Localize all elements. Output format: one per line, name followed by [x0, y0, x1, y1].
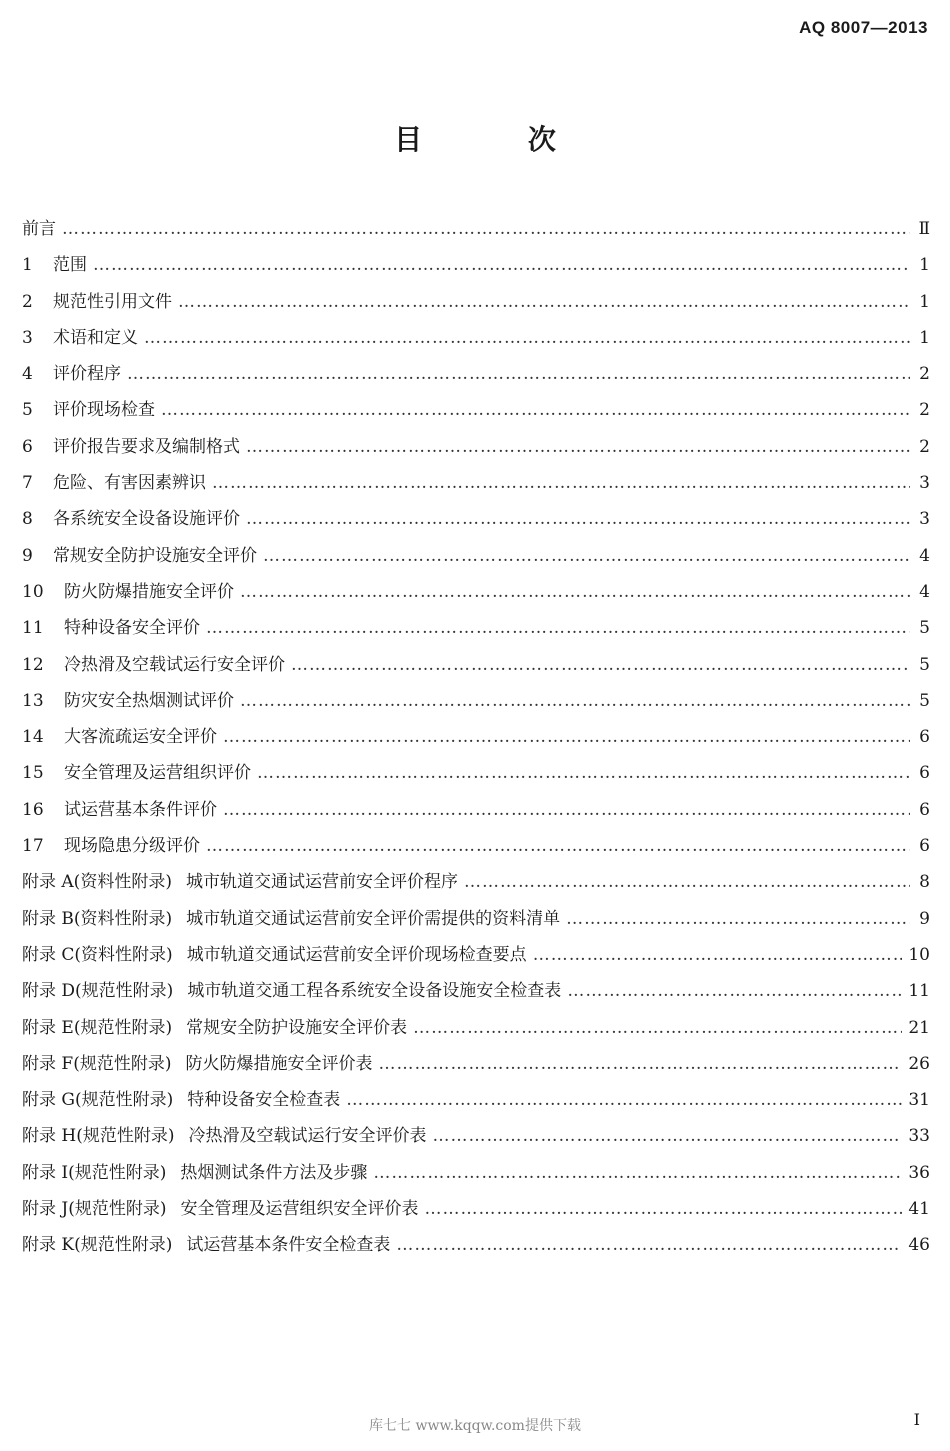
toc-entry[interactable]: [22, 940, 930, 976]
toc-entry[interactable]: [22, 359, 930, 395]
toc-entry-page: Ⅱ: [918, 219, 930, 239]
toc-entry-label: 防火防爆措施安全评价表: [185, 1053, 373, 1074]
toc-entry-number: 1: [22, 255, 33, 276]
toc-entry-number: 附录 B(资料性附录): [22, 908, 173, 929]
toc-entry[interactable]: [22, 976, 930, 1012]
toc-entry-number: 4: [22, 364, 33, 385]
toc-entry-page: 6: [919, 763, 930, 784]
dot-leader: [424, 1199, 902, 1219]
toc-entry-label: 现场隐患分级评价: [64, 836, 200, 857]
dot-leader: [93, 255, 910, 275]
dot-leader: [257, 763, 910, 783]
toc-entry[interactable]: [22, 1158, 930, 1194]
toc-entry-number: 附录 E(规范性附录): [22, 1017, 173, 1038]
dot-leader: [223, 800, 910, 820]
toc-entry[interactable]: [22, 904, 930, 940]
toc-entry-number: 附录 K(规范性附录): [22, 1235, 173, 1256]
toc-entry-page: 8: [919, 872, 930, 893]
dot-leader: [566, 909, 910, 929]
toc-entry[interactable]: [22, 867, 930, 903]
dot-leader: [206, 836, 910, 856]
page-title: 目 次: [394, 123, 604, 156]
toc-entry[interactable]: [22, 686, 930, 722]
toc-entry[interactable]: [22, 214, 930, 250]
toc-entry[interactable]: [22, 650, 930, 686]
toc-entry-number: 附录 H(规范性附录): [22, 1126, 175, 1147]
toc-entry-page: 21: [908, 1017, 930, 1038]
toc-entry-label: 防火防爆措施安全评价: [64, 581, 234, 602]
toc-entry-page: 3: [919, 509, 930, 530]
toc-entry[interactable]: [22, 287, 930, 323]
dot-leader: [378, 1054, 902, 1074]
toc-entry-label: 各系统安全设备设施评价: [53, 509, 240, 530]
toc-entry[interactable]: [22, 250, 930, 286]
toc-entry-number: 3: [22, 327, 33, 348]
toc-entry-page: 5: [919, 618, 930, 639]
table-of-contents: [22, 214, 930, 1267]
toc-entry-number: 15: [22, 763, 44, 784]
dot-leader: [178, 292, 910, 312]
toc-entry-page: 1: [919, 255, 930, 276]
toc-entry-number: 附录 D(规范性附录): [22, 981, 174, 1002]
toc-entry-label: 大客流疏运安全评价: [64, 727, 217, 748]
toc-entry-page: 31: [908, 1090, 930, 1111]
toc-entry-page: 1: [919, 291, 930, 312]
toc-entry-page: 2: [919, 400, 930, 421]
toc-entry-page: 4: [919, 545, 930, 566]
toc-entry-page: 11: [908, 981, 930, 1002]
dot-leader: [533, 945, 903, 965]
toc-entry-page: 1: [919, 327, 930, 348]
toc-entry-number: 10: [22, 581, 44, 602]
toc-entry[interactable]: [22, 323, 930, 359]
page-number: Ⅰ: [913, 1410, 920, 1429]
toc-entry-page: 41: [908, 1199, 930, 1220]
dot-leader: [464, 872, 910, 892]
toc-entry[interactable]: [22, 613, 930, 649]
toc-entry-label: 安全管理及运营组织评价: [64, 763, 251, 784]
toc-entry-page: 2: [919, 436, 930, 457]
toc-entry-page: 6: [919, 799, 930, 820]
toc-entry-number: 12: [22, 654, 44, 675]
toc-entry-label: 防灾安全热烟测试评价: [64, 690, 234, 711]
toc-entry-label: 规范性引用文件: [53, 291, 172, 312]
toc-entry-label: 城市轨道交通试运营前安全评价现场检查要点: [186, 944, 527, 965]
dot-leader: [223, 727, 910, 747]
toc-entry-page: 10: [908, 944, 930, 965]
toc-entry[interactable]: [22, 395, 930, 431]
toc-entry-page: 6: [919, 727, 930, 748]
toc-entry-label: 常规安全防护设施安全评价: [53, 545, 257, 566]
toc-entry-page: 36: [908, 1162, 930, 1183]
dot-leader: [567, 981, 902, 1001]
dot-leader: [161, 400, 910, 420]
toc-entry-page: 5: [919, 654, 930, 675]
dot-leader: [433, 1126, 903, 1146]
toc-entry-label: 评价报告要求及编制格式: [53, 436, 240, 457]
toc-entry-label: 城市轨道交通试运营前安全评价程序: [185, 872, 458, 893]
toc-entry-label: 冷热滑及空载试运行安全评价: [64, 654, 285, 675]
toc-entry-label: 冷热滑及空载试运行安全评价表: [188, 1126, 427, 1147]
toc-entry-label: 试运营基本条件评价: [64, 799, 217, 820]
toc-entry-label: 特种设备安全评价: [64, 618, 200, 639]
toc-entry[interactable]: [22, 577, 930, 613]
toc-entry-number: 附录 J(规范性附录): [22, 1199, 167, 1220]
toc-entry-number: 14: [22, 727, 44, 748]
toc-entry-label: 城市轨道交通试运营前安全评价需提供的资料清单: [186, 908, 561, 929]
toc-entry[interactable]: [22, 758, 930, 794]
toc-entry-label: 范围: [53, 255, 87, 276]
dot-leader: [396, 1235, 902, 1255]
toc-entry-label: 前言: [22, 219, 56, 239]
dot-leader: [246, 437, 910, 457]
toc-entry-label: 评价程序: [53, 364, 121, 385]
dot-leader: [246, 509, 910, 529]
dot-leader: [212, 473, 910, 493]
toc-entry-number: 8: [22, 509, 33, 530]
toc-entry-number: 7: [22, 473, 33, 494]
toc-entry-number: 附录 A(资料性附录): [22, 872, 172, 893]
toc-entry-page: 3: [919, 473, 930, 494]
dot-leader: [240, 582, 910, 602]
toc-entry-label: 安全管理及运营组织安全评价表: [180, 1199, 419, 1220]
toc-entry-number: 2: [22, 291, 33, 312]
toc-entry[interactable]: [22, 1121, 930, 1157]
toc-entry-number: 附录 C(资料性附录): [22, 944, 173, 965]
toc-entry-page: 46: [908, 1235, 930, 1256]
toc-entry-number: 9: [22, 545, 33, 566]
toc-entry-number: 16: [22, 799, 44, 820]
toc-entry-page: 9: [919, 908, 930, 929]
dot-leader: [206, 618, 910, 638]
toc-entry[interactable]: [22, 1013, 930, 1049]
toc-entry-label: 危险、有害因素辨识: [53, 473, 206, 494]
toc-entry-page: 6: [919, 836, 930, 857]
toc-entry-page: 4: [919, 581, 930, 602]
dot-leader: [144, 328, 910, 348]
dot-leader: [127, 364, 910, 384]
toc-entry-number: 13: [22, 690, 44, 711]
toc-entry-number: 附录 F(规范性附录): [22, 1053, 172, 1074]
toc-entry-number: 6: [22, 436, 33, 457]
toc-entry-label: 城市轨道交通工程各系统安全设备设施安全检查表: [187, 981, 562, 1002]
toc-entry-number: 17: [22, 836, 44, 857]
toc-entry[interactable]: [22, 1230, 930, 1266]
toc-entry[interactable]: [22, 432, 930, 468]
toc-entry[interactable]: [22, 722, 930, 758]
dot-leader: [263, 546, 910, 566]
toc-entry-number: 附录 G(规范性附录): [22, 1090, 174, 1111]
toc-entry[interactable]: [22, 1194, 930, 1230]
toc-entry-label: 特种设备安全检查表: [187, 1090, 341, 1111]
toc-entry-label: 评价现场检查: [53, 400, 155, 421]
standard-code: AQ 8007—2013: [799, 18, 928, 37]
toc-entry-page: 2: [919, 364, 930, 385]
toc-entry[interactable]: [22, 1085, 930, 1121]
toc-entry[interactable]: [22, 1049, 930, 1085]
dot-leader: [291, 655, 910, 675]
dot-leader: [240, 691, 910, 711]
toc-entry-number: 附录 I(规范性附录): [22, 1162, 167, 1183]
toc-entry[interactable]: [22, 831, 930, 867]
toc-entry[interactable]: [22, 504, 930, 540]
toc-entry-page: 5: [919, 690, 930, 711]
dot-leader: [62, 219, 910, 239]
watermark-text: 库七七 www.kqqw.com提供下载: [369, 1418, 581, 1434]
dot-leader: [346, 1090, 902, 1110]
dot-leader: [413, 1018, 902, 1038]
toc-entry-label: 热烟测试条件方法及步骤: [180, 1162, 368, 1183]
toc-entry-label: 常规安全防护设施安全评价表: [186, 1017, 408, 1038]
toc-entry-label: 术语和定义: [53, 327, 138, 348]
toc-entry[interactable]: [22, 468, 930, 504]
toc-entry[interactable]: [22, 795, 930, 831]
toc-entry-page: 26: [908, 1053, 930, 1074]
dot-leader: [373, 1163, 902, 1183]
toc-entry-number: 11: [22, 618, 44, 639]
toc-entry-number: 5: [22, 400, 33, 421]
toc-entry[interactable]: [22, 541, 930, 577]
toc-entry-label: 试运营基本条件安全检查表: [186, 1235, 391, 1256]
toc-entry-page: 33: [908, 1126, 930, 1147]
